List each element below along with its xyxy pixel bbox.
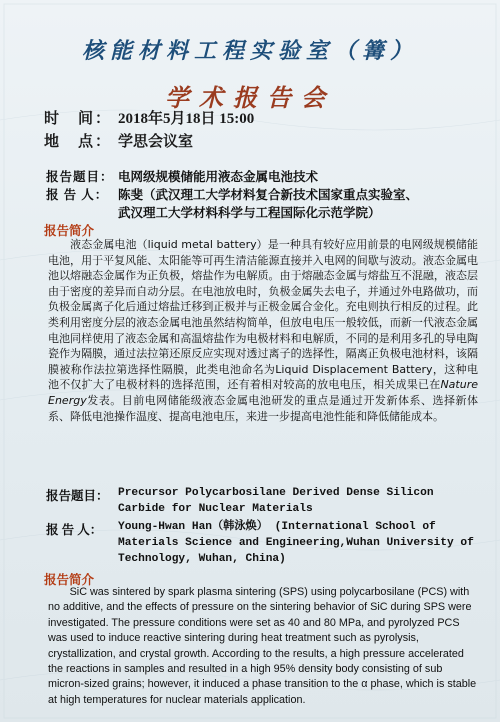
place-row bbox=[44, 130, 193, 151]
time-row bbox=[44, 107, 254, 128]
time-label: 时 间： bbox=[44, 111, 113, 127]
talk2-speaker-line3: Technology, Wuhan, China) bbox=[118, 553, 286, 565]
talk1-topic-label: 报告题目： bbox=[46, 170, 114, 184]
talk1-intro-label: 报告简介 bbox=[44, 224, 95, 238]
talk1-intro-text: 液态金属电池（liquid metal battery）是一种具有较好应用前景的电网级规模储能电池，用于平复风能、太阳能等可再生清洁能源直接并入电网的间歇与波动。液态金属电池以熔融态金属作为正负极，熔盐作为电解质。由于熔融态金属与熔盐互不混融，液态层由于密度的差异而自动分层。在电池放电时，负极金属失去电子，并通过外电路做功，而负极金属离子化后通过熔盐迁移到正极并与正极金属合金化。充电则执行相反的过程。此类利用密度分层的液态金属电池虽然结构简单，但放电电压一般较低，而新一代液态金属电池同样使用了液态金属和高温熔盐作为电极材料和电解质，不同的是利用多孔的导电陶瓷作为隔膜，通过法拉第还原反应实现对透过离子的选择性，隔离正负极电池材料，该隔膜被称作法拉第选择性隔膜，此类电池命名为Liquid Displacement Battery，这种电池不仅扩大了电极材料的选择范围，还有着相对较高的放电电压，相关成果已在 bbox=[48, 238, 478, 392]
lab-title: 核能材料工程实验室（篝） bbox=[81, 38, 418, 64]
talk1-intro-journal: Nature Energy bbox=[48, 378, 478, 407]
place-label: 地 点： bbox=[44, 134, 113, 150]
talk2-speaker-line2: Materials Science and Engineering,Wuhan University of bbox=[118, 537, 474, 549]
talk1-topic: 电网级规模储能用液态金属电池技术 bbox=[118, 170, 319, 184]
talk1-speaker-line1: 陈斐（武汉理工大学材料复合新技术国家重点实验室、 bbox=[118, 188, 419, 202]
talk2-topic-line1: Precursor Polycarbosilane Derived Dense Silicon bbox=[118, 487, 434, 499]
talk1-speaker-row bbox=[46, 185, 418, 203]
place-value: 学思会议室 bbox=[118, 134, 194, 150]
talk1-intro-tail: 发表。目前电网储能级液态金属电池研发的重点是通过开发新体系、选择新体系、降低电池操作温度、提高电池电压，来进一步提高电池性能和降低储能成本。 bbox=[48, 393, 478, 423]
talk2-speaker-label: 报 告 人： bbox=[46, 523, 103, 537]
talk2-intro-label: 报告简介 bbox=[44, 573, 95, 587]
talk2-topic-line2: Carbide for Nuclear Materials bbox=[118, 503, 313, 515]
event-title: 学术报告会 bbox=[165, 83, 335, 112]
talk2-topic-label: 报告题目： bbox=[46, 489, 109, 503]
talk2-speaker-line1: Young-Hwan Han（韩泳焕） (International School of bbox=[118, 521, 436, 533]
talk2-intro: SiC was sintered by spark plasma sintering (SPS) using polycarbosilane (PCS) with no additive, and the effects of pressure on the sintering behavior of SiC during SPS were investigated. The pressure conditions were set as 40 and 80 MPa, and pyrolyzed PCS was used to induce reactive sintering during heat treatment such as pyrolysis, crystallization, and crystal growth. According to the results, a high pressure accelerated the reactions in samples and resulted in a high 95% density body consisting of sub micron-sized grains; however, it induced a phase transition to the α phase, which is stable at high temperatures for nuclear materials application. bbox=[48, 586, 477, 706]
talk1-intro bbox=[48, 237, 478, 469]
time-value: 2018年5月18日 15:00 bbox=[118, 111, 255, 127]
talk1-speaker-line2: 武汉理工大学材料科学与工程国际化示范学院） bbox=[118, 206, 381, 220]
talk1-speaker-label: 报 告 人： bbox=[46, 188, 109, 202]
talk1-topic-row bbox=[46, 167, 318, 185]
